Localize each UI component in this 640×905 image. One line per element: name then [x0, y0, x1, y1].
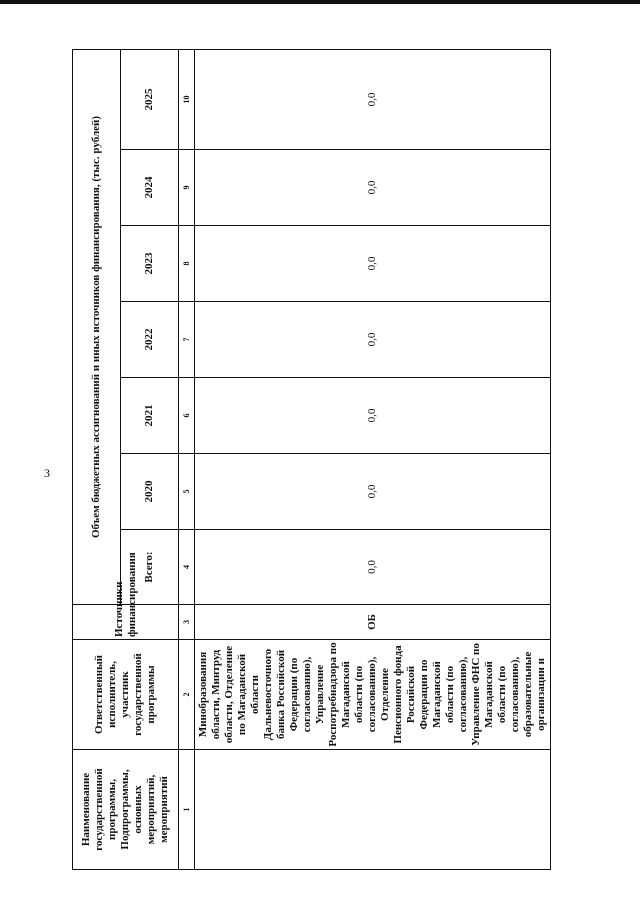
row-total: 0,0	[195, 530, 551, 605]
column-number: 6	[179, 378, 195, 454]
top-border-line	[0, 0, 640, 4]
header-year-2024: 2024	[121, 150, 179, 226]
header-year-2020: 2020	[121, 454, 179, 530]
header-year-2021: 2021	[121, 378, 179, 454]
column-number: 4	[179, 530, 195, 605]
header-year-2023: 2023	[121, 226, 179, 302]
header-year-2022: 2022	[121, 302, 179, 378]
column-number: 9	[179, 150, 195, 226]
column-number-row	[179, 49, 195, 869]
column-number: 2	[179, 640, 195, 750]
column-number: 1	[179, 750, 195, 870]
row-value-2023: 0,0	[195, 226, 551, 302]
row-responsible: Минобразования области, Минтруд области, Отделение по Магаданской области Дальневосточного банка Российской Федерации (по согласованию), Управление Роспотребнадзора по Магаданской области (по согласованию), Отделение Пенсионного фонда Российской Федерации по Магаданской области (по согласованию), Управление ФНС по Магаданской области (по согласованию), образовательные организации и	[195, 640, 551, 750]
header-budget-title: Объем бюджетных ассигнований и иных источников финансирования, (тыс. рублей)	[73, 49, 121, 604]
row-value-2021: 0,0	[195, 378, 551, 454]
row-value-2022: 0,0	[195, 302, 551, 378]
column-number: 3	[179, 605, 195, 640]
row-value-2025: 0,0	[195, 49, 551, 149]
row-name	[195, 750, 551, 870]
column-number: 10	[179, 49, 195, 149]
column-number: 7	[179, 302, 195, 378]
header-year-2025: 2025	[121, 49, 179, 149]
rotated-table-container	[72, 50, 564, 870]
column-number: 8	[179, 226, 195, 302]
table-row	[195, 49, 551, 869]
budget-table	[72, 49, 551, 870]
row-value-2020: 0,0	[195, 454, 551, 530]
row-source: ОБ	[195, 605, 551, 640]
header-responsible: Ответственный исполнитель, участник государственной программы	[73, 640, 179, 750]
header-source: Источники финансирования	[73, 605, 179, 640]
header-name: Наименование государственной программы, Подпрограммы, основных мероприятий, мероприятий	[73, 750, 179, 870]
page-number: 3	[44, 466, 50, 480]
header-total: Всего:	[121, 530, 179, 605]
row-value-2024: 0,0	[195, 150, 551, 226]
column-number: 5	[179, 454, 195, 530]
